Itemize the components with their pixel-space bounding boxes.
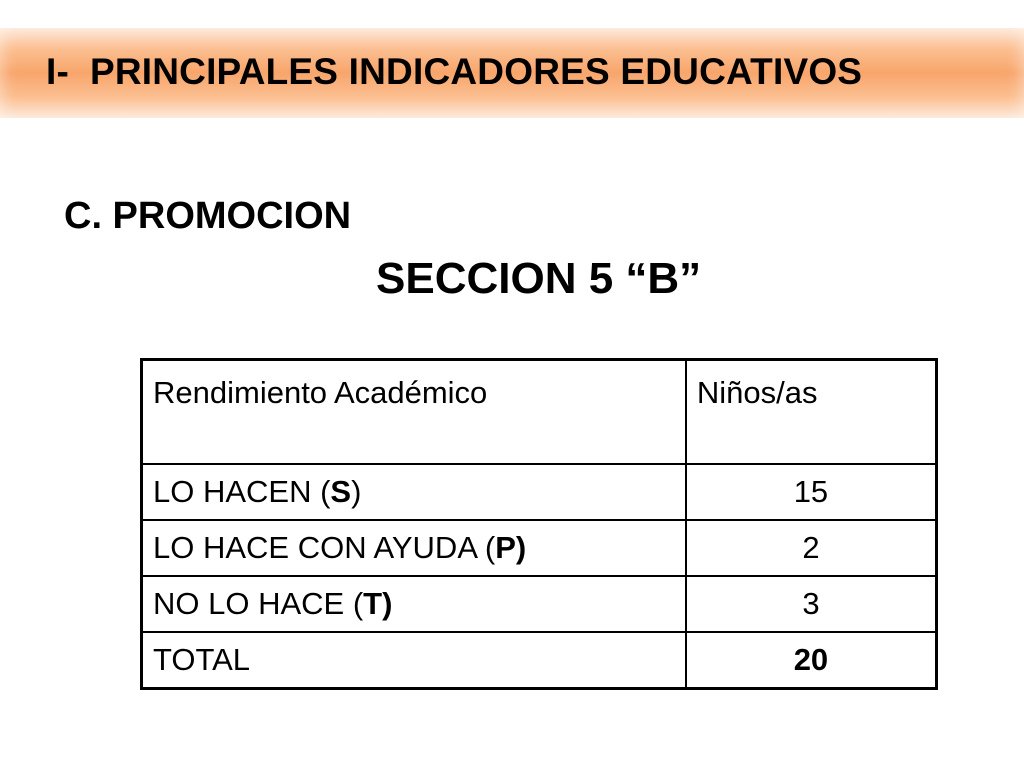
total-label: TOTAL (142, 632, 686, 689)
row-label-prefix: LO HACE CON AYUDA ( (153, 530, 496, 565)
subtitle: C. PROMOCION (64, 195, 352, 237)
row-label-code: P) (495, 530, 527, 565)
row-label-code: S (330, 474, 352, 509)
row-label-code: T) (363, 586, 393, 621)
slide-title: I- PRINCIPALES INDICADORES EDUCATIVOS (46, 51, 863, 92)
table-row (142, 464, 937, 520)
row-value: 15 (686, 464, 937, 520)
row-label-suffix: ) (351, 474, 362, 509)
row-label (142, 464, 686, 520)
row-value: 2 (686, 520, 937, 576)
table-row (142, 520, 937, 576)
row-label (142, 576, 686, 632)
table-header-row (142, 360, 937, 465)
row-label (142, 520, 686, 576)
table-row (142, 576, 937, 632)
section-title: SECCION 5 “B” (376, 254, 702, 303)
row-value: 3 (686, 576, 937, 632)
row-label-prefix: NO LO HACE ( (153, 586, 364, 621)
promotion-table (140, 358, 938, 690)
total-value: 20 (686, 632, 937, 689)
header-cell-rendimiento: Rendimiento Académico (142, 360, 686, 465)
table-total-row (142, 632, 937, 689)
header-cell-ninos: Niños/as (686, 360, 937, 465)
row-label-prefix: LO HACEN ( (153, 474, 331, 509)
